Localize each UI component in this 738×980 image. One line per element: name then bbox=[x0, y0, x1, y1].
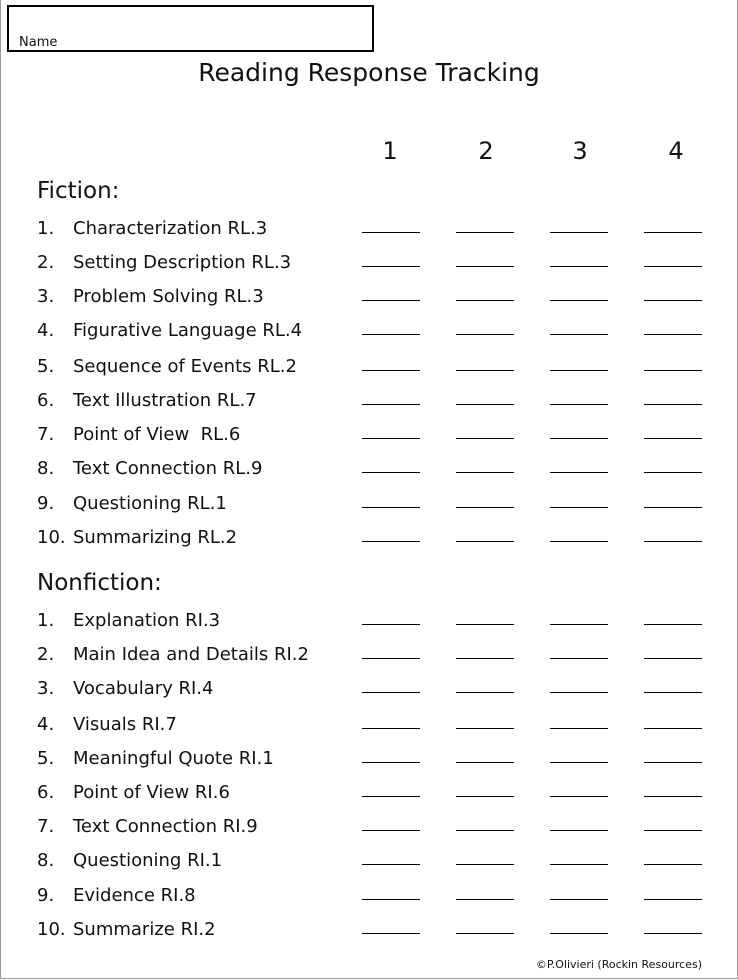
page-title: Reading Response Tracking bbox=[198, 58, 540, 87]
score-blank-1[interactable] bbox=[362, 899, 420, 900]
column-header-4: 4 bbox=[668, 137, 684, 165]
fiction-row bbox=[0, 218, 738, 244]
score-blank-2[interactable] bbox=[456, 933, 514, 934]
score-blank-1[interactable] bbox=[362, 404, 420, 405]
score-blank-3[interactable] bbox=[550, 370, 608, 371]
score-blank-3[interactable] bbox=[550, 796, 608, 797]
score-blank-4[interactable] bbox=[644, 796, 702, 797]
score-blank-3[interactable] bbox=[550, 692, 608, 693]
score-blank-2[interactable] bbox=[456, 370, 514, 371]
score-blank-2[interactable] bbox=[456, 728, 514, 729]
score-blank-3[interactable] bbox=[550, 541, 608, 542]
score-blank-1[interactable] bbox=[362, 541, 420, 542]
item-number: 2. bbox=[37, 644, 55, 665]
item-number: 5. bbox=[37, 748, 55, 769]
score-blank-4[interactable] bbox=[644, 232, 702, 233]
score-blank-4[interactable] bbox=[644, 541, 702, 542]
item-number: 4. bbox=[37, 714, 55, 735]
fiction-row bbox=[0, 320, 738, 346]
item-number: 5. bbox=[37, 356, 55, 377]
score-blank-2[interactable] bbox=[456, 300, 514, 301]
score-blank-1[interactable] bbox=[362, 300, 420, 301]
item-label: Characterization RL.3 bbox=[73, 218, 268, 239]
score-blank-1[interactable] bbox=[362, 830, 420, 831]
item-number: 7. bbox=[37, 816, 55, 837]
item-label: Meaningful Quote RI.1 bbox=[73, 748, 274, 769]
score-blank-1[interactable] bbox=[362, 370, 420, 371]
score-blank-1[interactable] bbox=[362, 232, 420, 233]
score-blank-3[interactable] bbox=[550, 334, 608, 335]
score-blank-4[interactable] bbox=[644, 864, 702, 865]
item-label: Point of View RL.6 bbox=[73, 424, 241, 445]
score-blank-1[interactable] bbox=[362, 472, 420, 473]
item-number: 8. bbox=[37, 850, 55, 871]
score-blank-1[interactable] bbox=[362, 266, 420, 267]
score-blank-1[interactable] bbox=[362, 796, 420, 797]
item-number: 10. bbox=[37, 527, 66, 548]
fiction-row bbox=[0, 424, 738, 450]
score-blank-4[interactable] bbox=[644, 334, 702, 335]
nonfiction-row bbox=[0, 919, 738, 945]
score-blank-4[interactable] bbox=[644, 266, 702, 267]
score-blank-4[interactable] bbox=[644, 507, 702, 508]
item-number: 3. bbox=[37, 286, 55, 307]
item-number: 2. bbox=[37, 252, 55, 273]
item-label: Point of View RI.6 bbox=[73, 782, 230, 803]
score-blank-4[interactable] bbox=[644, 899, 702, 900]
score-blank-1[interactable] bbox=[362, 624, 420, 625]
score-blank-3[interactable] bbox=[550, 232, 608, 233]
score-blank-3[interactable] bbox=[550, 266, 608, 267]
item-number: 6. bbox=[37, 782, 55, 803]
item-number: 1. bbox=[37, 218, 55, 239]
item-number: 1. bbox=[37, 610, 55, 631]
item-label: Evidence RI.8 bbox=[73, 885, 196, 906]
score-blank-2[interactable] bbox=[456, 899, 514, 900]
nonfiction-heading: Nonfiction: bbox=[37, 570, 162, 596]
score-blank-2[interactable] bbox=[456, 232, 514, 233]
score-blank-4[interactable] bbox=[644, 728, 702, 729]
score-blank-1[interactable] bbox=[362, 438, 420, 439]
item-label: Problem Solving RL.3 bbox=[73, 286, 264, 307]
nonfiction-row bbox=[0, 644, 738, 670]
score-blank-3[interactable] bbox=[550, 300, 608, 301]
item-label: Questioning RI.1 bbox=[73, 850, 223, 871]
score-blank-2[interactable] bbox=[456, 334, 514, 335]
item-label: Text Connection RL.9 bbox=[73, 458, 263, 479]
score-blank-3[interactable] bbox=[550, 472, 608, 473]
score-blank-3[interactable] bbox=[550, 658, 608, 659]
score-blank-4[interactable] bbox=[644, 830, 702, 831]
nonfiction-row bbox=[0, 782, 738, 808]
name-label: Name bbox=[19, 35, 58, 50]
item-number: 9. bbox=[37, 493, 55, 514]
fiction-row bbox=[0, 493, 738, 519]
item-label: Summarizing RL.2 bbox=[73, 527, 238, 548]
column-header-3: 3 bbox=[572, 137, 588, 165]
item-number: 4. bbox=[37, 320, 55, 341]
score-blank-1[interactable] bbox=[362, 728, 420, 729]
score-blank-3[interactable] bbox=[550, 728, 608, 729]
score-blank-2[interactable] bbox=[456, 472, 514, 473]
column-header-2: 2 bbox=[478, 137, 494, 165]
item-label: Summarize RI.2 bbox=[73, 919, 216, 940]
score-blank-2[interactable] bbox=[456, 692, 514, 693]
copyright-text: ©P.Olivieri (Rockin Resources) bbox=[535, 958, 702, 971]
score-blank-4[interactable] bbox=[644, 438, 702, 439]
score-blank-1[interactable] bbox=[362, 334, 420, 335]
score-blank-3[interactable] bbox=[550, 864, 608, 865]
item-label: Vocabulary RI.4 bbox=[73, 678, 214, 699]
item-label: Sequence of Events RL.2 bbox=[73, 356, 297, 377]
score-blank-2[interactable] bbox=[456, 762, 514, 763]
score-blank-2[interactable] bbox=[456, 266, 514, 267]
item-number: 10. bbox=[37, 919, 66, 940]
item-label: Setting Description RL.3 bbox=[73, 252, 292, 273]
score-blank-2[interactable] bbox=[456, 830, 514, 831]
fiction-row bbox=[0, 458, 738, 484]
column-header-1: 1 bbox=[382, 137, 398, 165]
score-blank-4[interactable] bbox=[644, 762, 702, 763]
name-field[interactable] bbox=[65, 51, 366, 52]
item-number: 6. bbox=[37, 390, 55, 411]
score-blank-4[interactable] bbox=[644, 370, 702, 371]
score-blank-3[interactable] bbox=[550, 762, 608, 763]
fiction-row bbox=[0, 356, 738, 382]
score-blank-1[interactable] bbox=[362, 692, 420, 693]
score-blank-3[interactable] bbox=[550, 933, 608, 934]
score-blank-2[interactable] bbox=[456, 438, 514, 439]
item-label: Text Connection RI.9 bbox=[73, 816, 258, 837]
item-number: 7. bbox=[37, 424, 55, 445]
score-blank-2[interactable] bbox=[456, 796, 514, 797]
score-blank-4[interactable] bbox=[644, 404, 702, 405]
score-blank-3[interactable] bbox=[550, 404, 608, 405]
fiction-row bbox=[0, 527, 738, 553]
score-blank-2[interactable] bbox=[456, 507, 514, 508]
fiction-row bbox=[0, 252, 738, 278]
nonfiction-row bbox=[0, 748, 738, 774]
item-number: 3. bbox=[37, 678, 55, 699]
nonfiction-row bbox=[0, 850, 738, 876]
score-blank-4[interactable] bbox=[644, 933, 702, 934]
score-blank-4[interactable] bbox=[644, 692, 702, 693]
nonfiction-row bbox=[0, 678, 738, 704]
item-label: Figurative Language RL.4 bbox=[73, 320, 303, 341]
item-number: 8. bbox=[37, 458, 55, 479]
score-blank-2[interactable] bbox=[456, 624, 514, 625]
nonfiction-row bbox=[0, 816, 738, 842]
item-number: 9. bbox=[37, 885, 55, 906]
nonfiction-row bbox=[0, 714, 738, 740]
score-blank-1[interactable] bbox=[362, 933, 420, 934]
score-blank-3[interactable] bbox=[550, 624, 608, 625]
score-blank-4[interactable] bbox=[644, 658, 702, 659]
score-blank-1[interactable] bbox=[362, 864, 420, 865]
fiction-row bbox=[0, 390, 738, 416]
score-blank-3[interactable] bbox=[550, 830, 608, 831]
score-blank-3[interactable] bbox=[550, 507, 608, 508]
fiction-row bbox=[0, 286, 738, 312]
item-label: Explanation RI.3 bbox=[73, 610, 221, 631]
item-label: Main Idea and Details RI.2 bbox=[73, 644, 309, 665]
name-box bbox=[7, 5, 374, 52]
item-label: Visuals RI.7 bbox=[73, 714, 177, 735]
item-label: Text Illustration RL.7 bbox=[73, 390, 257, 411]
fiction-heading: Fiction: bbox=[37, 178, 120, 204]
score-blank-1[interactable] bbox=[362, 762, 420, 763]
nonfiction-row bbox=[0, 610, 738, 636]
score-blank-3[interactable] bbox=[550, 438, 608, 439]
score-blank-4[interactable] bbox=[644, 472, 702, 473]
score-blank-2[interactable] bbox=[456, 541, 514, 542]
nonfiction-row bbox=[0, 885, 738, 911]
score-blank-2[interactable] bbox=[456, 864, 514, 865]
score-blank-2[interactable] bbox=[456, 404, 514, 405]
score-blank-3[interactable] bbox=[550, 899, 608, 900]
score-blank-4[interactable] bbox=[644, 300, 702, 301]
score-blank-2[interactable] bbox=[456, 658, 514, 659]
item-label: Questioning RL.1 bbox=[73, 493, 227, 514]
score-blank-1[interactable] bbox=[362, 658, 420, 659]
score-blank-1[interactable] bbox=[362, 507, 420, 508]
score-blank-4[interactable] bbox=[644, 624, 702, 625]
